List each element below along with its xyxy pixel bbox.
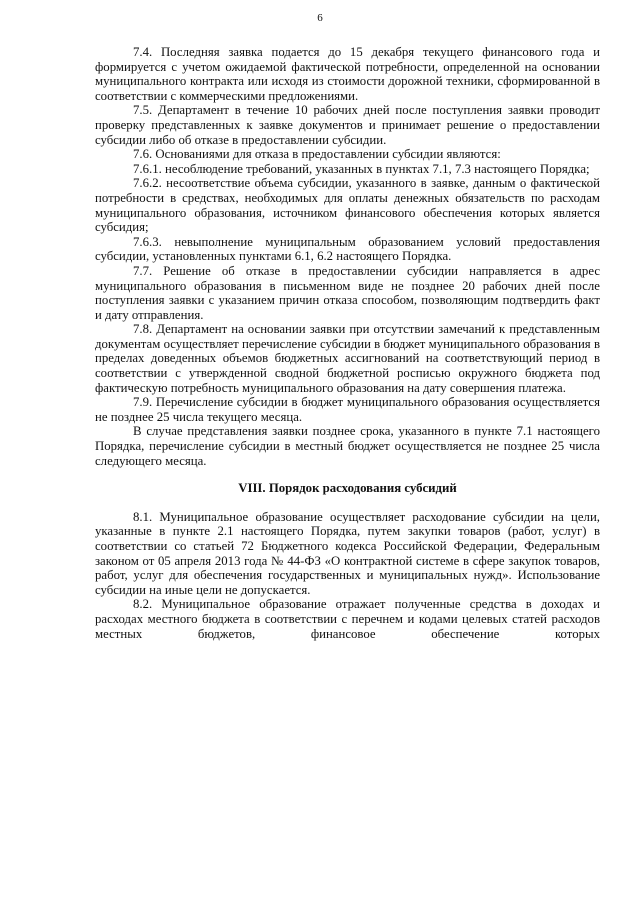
- paragraph-7-7: 7.7. Решение об отказе в предоставлении субсидии направляется в адрес муниципального образования в письменном виде не позднее 20 рабочих дней после поступления заявки с указанием причин отказа способом, позволяющим подтвердить факт и дату отправления.: [95, 263, 600, 322]
- paragraph-late-application: В случае представления заявки позднее срока, указанного в пункте 7.1 настоящего Порядка, перечисление субсидии в местный бюджет осуществляется не позднее 25 числа следующего месяца.: [95, 424, 600, 468]
- paragraph-8-2: 8.2. Муниципальное образование отражает полученные средства в доходах и расходах местного бюджета в соответствии с перечнем и кодами целевых статей расходов местных бюджетов, финансовое обеспечение которых: [95, 597, 600, 641]
- paragraph-7-5: 7.5. Департамент в течение 10 рабочих дней после поступления заявки проводит проверку представленных к заявке документов и принимает решение о предоставлении субсидии либо об отказе в предоставлении субсидии.: [95, 103, 600, 147]
- paragraph-7-9: 7.9. Перечисление субсидии в бюджет муниципального образования осуществляется не позднее 25 числа текущего месяца.: [95, 395, 600, 424]
- section-heading: VIII. Порядок расходования субсидий: [238, 481, 457, 496]
- paragraph-7-4: 7.4. Последняя заявка подается до 15 декабря текущего финансового года и формируется с учетом ожидаемой фактической потребности, определенной на основании муниципального контракта или исходя из стоимости дорожной техники, сформированной в соответствии с коммерческими предложениями.: [95, 45, 600, 103]
- page-number: 6: [317, 12, 323, 24]
- paragraph-7-6: 7.6. Основаниями для отказа в предоставлении субсидии являются:: [133, 147, 501, 162]
- paragraph-8-1: 8.1. Муниципальное образование осуществляет расходование субсидии на цели, указанные в пункте 2.1 настоящего Порядка, путем закупки товаров (работ, услуг) в соответствии со статьей 72 Бюджетного кодекса Российской Федерации, Федеральным законом от 05 апреля 2013 года № 44-ФЗ «О контрактной системе в сфере закупок товаров, работ, услуг для обеспечения государственных и муниципальных нужд». Использование субсидии на иные цели не допускается.: [95, 509, 600, 597]
- paragraph-7-8: 7.8. Департамент на основании заявки при отсутствии замечаний к представленным документам осуществляет перечисление субсидии в бюджет муниципального образования в пределах доведенных объемов бюджетных ассигнований на соответствующий период в соответствии с утвержденной сводной бюджетной росписью окружного бюджета под фактическую потребность муниципального образования на дату совершения платежа.: [95, 322, 600, 395]
- paragraph-7-6-1: 7.6.1. несоблюдение требований, указанных в пунктах 7.1, 7.3 настоящего Порядка;: [133, 161, 590, 176]
- paragraph-7-6-3: 7.6.3. невыполнение муниципальным образованием условий предоставления субсидии, установленных пунктами 6.1, 6.2 настоящего Порядка.: [95, 234, 600, 264]
- paragraph-7-6-2: 7.6.2. несоответствие объема субсидии, указанного в заявке, данным о фактической потребности в средствах, необходимых для оплаты денежных обязательств по расходам муниципального образования, источником финансового обеспечения которых является субсидия;: [95, 176, 600, 235]
- document-body: [95, 45, 600, 641]
